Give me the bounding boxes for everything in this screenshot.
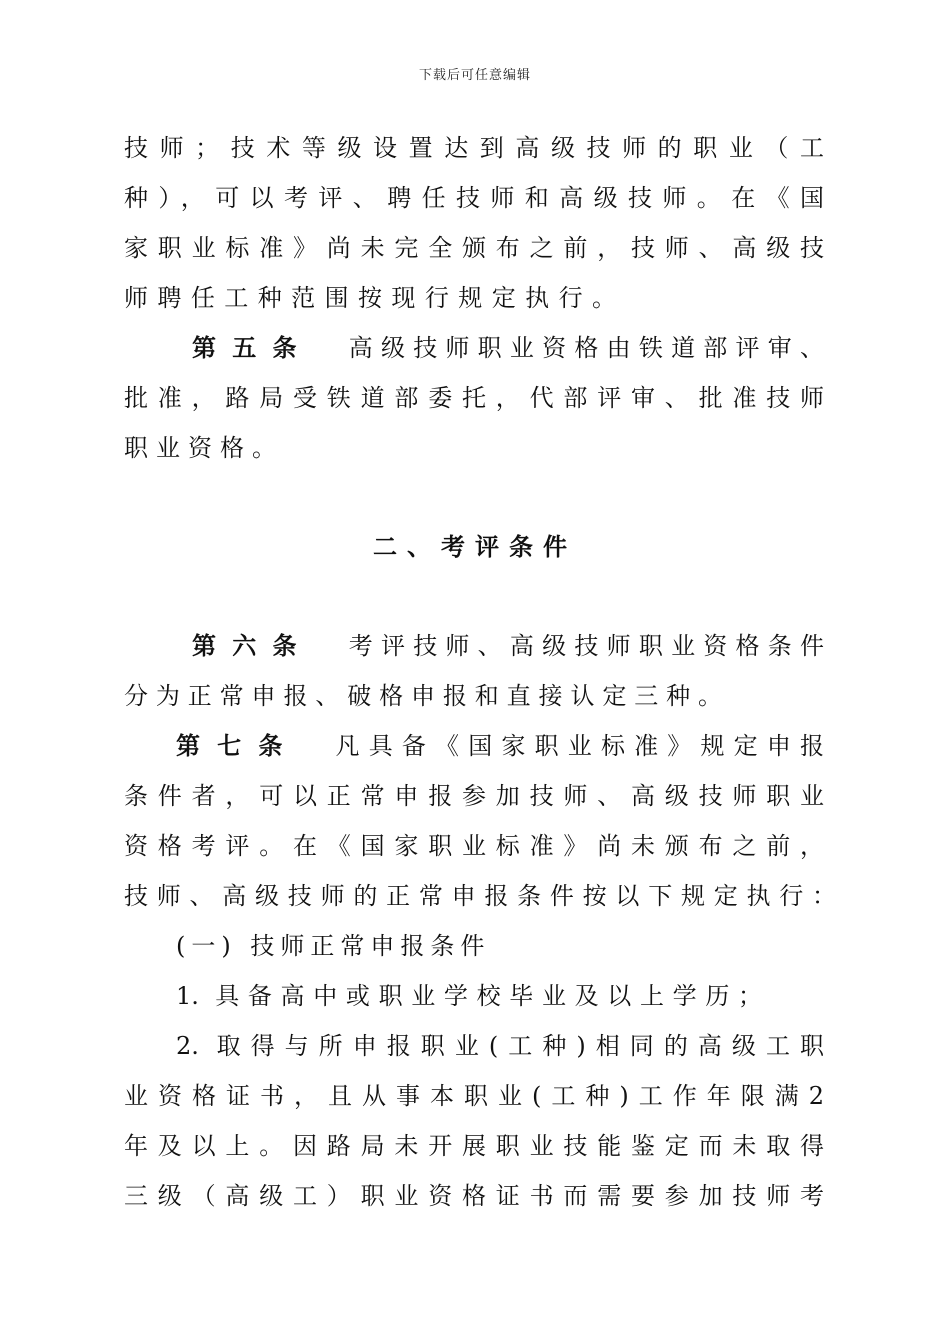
article-5-line [124,333,824,363]
page-header: 下载后可任意编辑 [418,68,531,83]
paragraph-line: 三级（高级工）职业资格证书而需要参加技师考 [124,1182,824,1210]
list-item: 1. 具备高中或职业学校毕业及以上学历； [176,982,762,1010]
article-6-line [124,631,824,661]
paragraph-line: 种），可以考评、聘任技师和高级技师。在《国 [124,184,824,212]
paragraph-line: 技师；技术等级设置达到高级技师的职业（工 [124,134,824,162]
article-7-text: 凡具备《国家职业标准》规定申报 [335,732,825,760]
article-7-line [124,731,824,761]
paragraph-line: 年及以上。因路局未开展职业技能鉴定而未取得 [124,1132,824,1160]
paragraph-line: 师聘任工种范围按现行规定执行。 [124,284,616,312]
paragraph-line: 家职业标准》尚未完全颁布之前，技师、高级技 [124,234,824,262]
paragraph-line: 业资格证书，且从事本职业(工种)工作年限满2 [124,1082,824,1110]
list-item: 2. 取得与所申报职业(工种)相同的高级工职 [176,1032,824,1060]
article-6-text: 考评技师、高级技师职业资格条件 [348,632,825,660]
paragraph-line: 职业资格。 [124,434,276,462]
article-7-heading: 第七条 [176,731,300,760]
section-title: 二、考评条件 [373,532,577,561]
article-5-heading: 第五条 [192,333,313,362]
article-6-heading: 第六条 [192,631,313,660]
paragraph-line: 批准，路局受铁道部委托，代部评审、批准技师 [124,384,824,412]
subsection-heading: (一) 技师正常申报条件 [176,932,491,960]
paragraph-line: 资格考评。在《国家职业标准》尚未颁布之前， [124,832,824,860]
article-5-text: 高级技师职业资格由铁道部评审、 [348,334,825,362]
paragraph-line: 条件者，可以正常申报参加技师、高级技师职业 [124,782,824,810]
paragraph-line: 分为正常申报、破格申报和直接认定三种。 [124,682,722,710]
paragraph-line: 技师、高级技师的正常申报条件按以下规定执行： [124,882,836,910]
